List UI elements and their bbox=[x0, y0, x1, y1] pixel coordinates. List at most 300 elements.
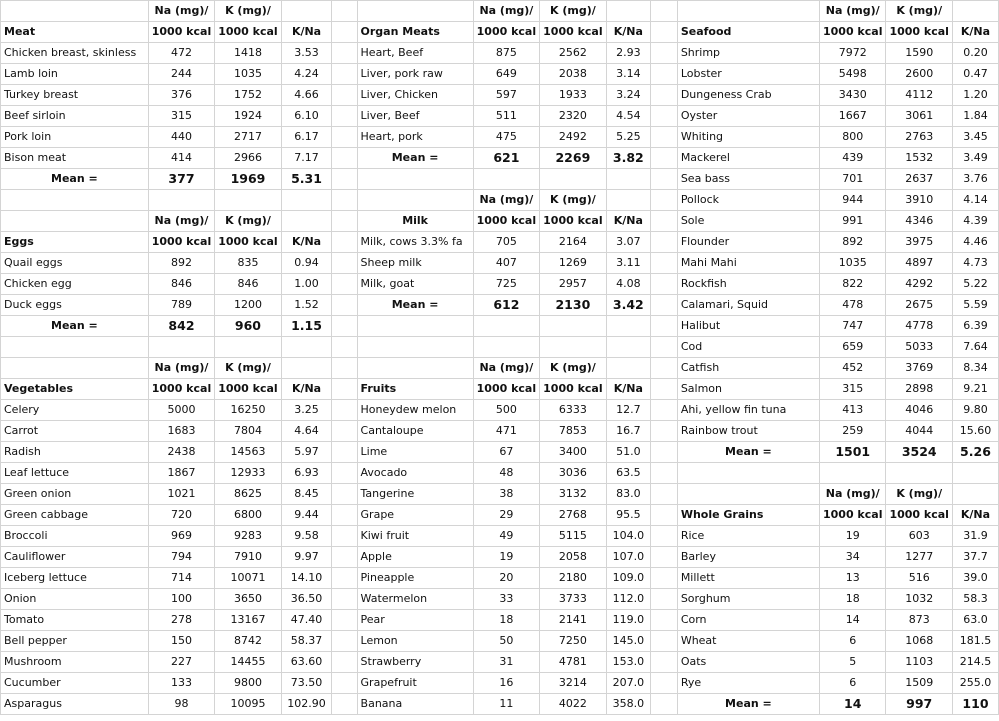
empty-cell[interactable] bbox=[332, 274, 357, 295]
ratio-value[interactable]: 58.3 bbox=[952, 589, 998, 610]
empty-cell[interactable] bbox=[651, 358, 678, 379]
ratio-value[interactable]: 3.07 bbox=[606, 232, 650, 253]
k-value[interactable]: 14455 bbox=[215, 652, 281, 673]
empty-cell[interactable] bbox=[540, 337, 606, 358]
ratio-value[interactable]: 39.0 bbox=[952, 568, 998, 589]
mean-label[interactable]: Mean = bbox=[357, 295, 473, 316]
k-value[interactable]: 3214 bbox=[540, 673, 606, 694]
empty-cell[interactable] bbox=[606, 358, 650, 379]
food-name[interactable]: Rockfish bbox=[677, 274, 819, 295]
ratio-value[interactable]: 14.10 bbox=[281, 568, 332, 589]
k-value[interactable]: 3975 bbox=[886, 232, 952, 253]
k-value[interactable]: 9800 bbox=[215, 673, 281, 694]
milk-title[interactable]: Milk bbox=[357, 211, 473, 232]
empty-cell[interactable] bbox=[332, 316, 357, 337]
food-name[interactable]: Strawberry bbox=[357, 652, 473, 673]
empty-cell[interactable] bbox=[606, 169, 650, 190]
k-value[interactable]: 2957 bbox=[540, 274, 606, 295]
na-value[interactable]: 597 bbox=[473, 85, 539, 106]
food-name[interactable]: Broccoli bbox=[1, 526, 149, 547]
unit-header[interactable]: 1000 kcal bbox=[473, 22, 539, 43]
na-value[interactable]: 5 bbox=[819, 652, 885, 673]
ratio-value[interactable]: 0.47 bbox=[952, 64, 998, 85]
ratio-value[interactable]: 5.97 bbox=[281, 442, 332, 463]
food-name[interactable]: Liver, Beef bbox=[357, 106, 473, 127]
k-value[interactable]: 8625 bbox=[215, 484, 281, 505]
na-value[interactable]: 1667 bbox=[819, 106, 885, 127]
ratio-value[interactable]: 47.40 bbox=[281, 610, 332, 631]
ratio-value[interactable]: 83.0 bbox=[606, 484, 650, 505]
na-value[interactable]: 800 bbox=[819, 127, 885, 148]
na-value[interactable]: 49 bbox=[473, 526, 539, 547]
k-value[interactable]: 1277 bbox=[886, 547, 952, 568]
eggs-title[interactable]: Eggs bbox=[1, 232, 149, 253]
na-value[interactable]: 747 bbox=[819, 316, 885, 337]
empty-cell[interactable] bbox=[332, 211, 357, 232]
unit-header[interactable]: 1000 kcal bbox=[540, 211, 606, 232]
ratio-value[interactable]: 207.0 bbox=[606, 673, 650, 694]
food-name[interactable]: Pollock bbox=[677, 190, 819, 211]
na-value[interactable]: 944 bbox=[819, 190, 885, 211]
k-value[interactable]: 6333 bbox=[540, 400, 606, 421]
k-value[interactable]: 3650 bbox=[215, 589, 281, 610]
food-name[interactable]: Quail eggs bbox=[1, 253, 149, 274]
empty-cell[interactable] bbox=[651, 43, 678, 64]
food-name[interactable]: Wheat bbox=[677, 631, 819, 652]
food-name[interactable]: Pineapple bbox=[357, 568, 473, 589]
k-value[interactable]: 3132 bbox=[540, 484, 606, 505]
na-header[interactable]: Na (mg)/ bbox=[148, 358, 214, 379]
na-value[interactable]: 31 bbox=[473, 652, 539, 673]
k-value[interactable]: 1068 bbox=[886, 631, 952, 652]
ratio-value[interactable]: 9.21 bbox=[952, 379, 998, 400]
na-header[interactable]: Na (mg)/ bbox=[473, 190, 539, 211]
na-value[interactable]: 659 bbox=[819, 337, 885, 358]
mean-na[interactable]: 14 bbox=[819, 694, 885, 715]
na-value[interactable]: 472 bbox=[148, 43, 214, 64]
k-header[interactable]: K (mg)/ bbox=[215, 358, 281, 379]
ratio-value[interactable]: 181.5 bbox=[952, 631, 998, 652]
na-value[interactable]: 478 bbox=[819, 295, 885, 316]
empty-cell[interactable] bbox=[651, 211, 678, 232]
ratio-header[interactable]: K/Na bbox=[281, 232, 332, 253]
mean-na[interactable]: 612 bbox=[473, 295, 539, 316]
k-value[interactable]: 10071 bbox=[215, 568, 281, 589]
empty-cell[interactable] bbox=[332, 463, 357, 484]
food-name[interactable]: Kiwi fruit bbox=[357, 526, 473, 547]
empty-cell[interactable] bbox=[606, 316, 650, 337]
na-header[interactable]: Na (mg)/ bbox=[819, 484, 885, 505]
empty-cell[interactable] bbox=[952, 463, 998, 484]
unit-header[interactable]: 1000 kcal bbox=[540, 379, 606, 400]
empty-cell[interactable] bbox=[651, 526, 678, 547]
na-header[interactable]: Na (mg)/ bbox=[473, 358, 539, 379]
k-value[interactable]: 5115 bbox=[540, 526, 606, 547]
empty-cell[interactable] bbox=[357, 1, 473, 22]
empty-cell[interactable] bbox=[148, 190, 214, 211]
na-value[interactable]: 414 bbox=[148, 148, 214, 169]
ratio-value[interactable]: 3.49 bbox=[952, 148, 998, 169]
k-value[interactable]: 2637 bbox=[886, 169, 952, 190]
food-name[interactable]: Radish bbox=[1, 442, 149, 463]
empty-cell[interactable] bbox=[651, 484, 678, 505]
food-name[interactable]: Mackerel bbox=[677, 148, 819, 169]
k-value[interactable]: 1532 bbox=[886, 148, 952, 169]
empty-cell[interactable] bbox=[651, 22, 678, 43]
food-name[interactable]: Grapefruit bbox=[357, 673, 473, 694]
empty-cell[interactable] bbox=[281, 337, 332, 358]
mean-na[interactable]: 377 bbox=[148, 169, 214, 190]
food-name[interactable]: Milk, goat bbox=[357, 274, 473, 295]
ratio-value[interactable]: 9.58 bbox=[281, 526, 332, 547]
ratio-value[interactable]: 58.37 bbox=[281, 631, 332, 652]
na-value[interactable]: 3430 bbox=[819, 85, 885, 106]
k-value[interactable]: 7250 bbox=[540, 631, 606, 652]
ratio-header[interactable]: K/Na bbox=[952, 22, 998, 43]
food-name[interactable]: Catfish bbox=[677, 358, 819, 379]
k-value[interactable]: 2141 bbox=[540, 610, 606, 631]
na-value[interactable]: 440 bbox=[148, 127, 214, 148]
empty-cell[interactable] bbox=[651, 232, 678, 253]
food-name[interactable]: Flounder bbox=[677, 232, 819, 253]
empty-cell[interactable] bbox=[281, 211, 332, 232]
na-value[interactable]: 1035 bbox=[819, 253, 885, 274]
na-value[interactable]: 16 bbox=[473, 673, 539, 694]
na-value[interactable]: 701 bbox=[819, 169, 885, 190]
food-name[interactable]: Rice bbox=[677, 526, 819, 547]
empty-cell[interactable] bbox=[651, 274, 678, 295]
empty-cell[interactable] bbox=[651, 295, 678, 316]
ratio-value[interactable]: 5.22 bbox=[952, 274, 998, 295]
ratio-value[interactable]: 1.84 bbox=[952, 106, 998, 127]
ratio-value[interactable]: 4.66 bbox=[281, 85, 332, 106]
food-name[interactable]: Chicken egg bbox=[1, 274, 149, 295]
k-value[interactable]: 3036 bbox=[540, 463, 606, 484]
k-value[interactable]: 1509 bbox=[886, 673, 952, 694]
fruits-title[interactable]: Fruits bbox=[357, 379, 473, 400]
k-value[interactable]: 8742 bbox=[215, 631, 281, 652]
k-value[interactable]: 14563 bbox=[215, 442, 281, 463]
food-name[interactable]: Iceberg lettuce bbox=[1, 568, 149, 589]
k-value[interactable]: 2038 bbox=[540, 64, 606, 85]
food-name[interactable]: Turkey breast bbox=[1, 85, 149, 106]
empty-cell[interactable] bbox=[473, 316, 539, 337]
empty-cell[interactable] bbox=[215, 337, 281, 358]
empty-cell[interactable] bbox=[473, 337, 539, 358]
na-value[interactable]: 407 bbox=[473, 253, 539, 274]
ratio-value[interactable]: 107.0 bbox=[606, 547, 650, 568]
na-value[interactable]: 794 bbox=[148, 547, 214, 568]
empty-cell[interactable] bbox=[332, 673, 357, 694]
empty-cell[interactable] bbox=[357, 358, 473, 379]
na-value[interactable]: 133 bbox=[148, 673, 214, 694]
mean-k[interactable]: 2130 bbox=[540, 295, 606, 316]
k-value[interactable]: 2717 bbox=[215, 127, 281, 148]
food-name[interactable]: Lime bbox=[357, 442, 473, 463]
ratio-value[interactable]: 6.17 bbox=[281, 127, 332, 148]
food-name[interactable]: Green onion bbox=[1, 484, 149, 505]
k-value[interactable]: 3733 bbox=[540, 589, 606, 610]
k-value[interactable]: 16250 bbox=[215, 400, 281, 421]
k-value[interactable]: 2898 bbox=[886, 379, 952, 400]
na-value[interactable]: 259 bbox=[819, 421, 885, 442]
food-name[interactable]: Corn bbox=[677, 610, 819, 631]
empty-cell[interactable] bbox=[1, 337, 149, 358]
na-value[interactable]: 150 bbox=[148, 631, 214, 652]
na-value[interactable]: 725 bbox=[473, 274, 539, 295]
mean-ratio[interactable]: 110 bbox=[952, 694, 998, 715]
empty-cell[interactable] bbox=[332, 694, 357, 715]
mean-label[interactable]: Mean = bbox=[1, 316, 149, 337]
ratio-value[interactable]: 1.52 bbox=[281, 295, 332, 316]
k-value[interactable]: 4112 bbox=[886, 85, 952, 106]
na-value[interactable]: 471 bbox=[473, 421, 539, 442]
na-value[interactable]: 1021 bbox=[148, 484, 214, 505]
empty-cell[interactable] bbox=[651, 673, 678, 694]
empty-cell[interactable] bbox=[651, 589, 678, 610]
food-name[interactable]: Green cabbage bbox=[1, 505, 149, 526]
empty-cell[interactable] bbox=[332, 127, 357, 148]
ratio-value[interactable]: 8.34 bbox=[952, 358, 998, 379]
food-name[interactable]: Chicken breast, skinless bbox=[1, 43, 149, 64]
food-name[interactable]: Halibut bbox=[677, 316, 819, 337]
na-value[interactable]: 439 bbox=[819, 148, 885, 169]
ratio-value[interactable]: 358.0 bbox=[606, 694, 650, 715]
k-value[interactable]: 2562 bbox=[540, 43, 606, 64]
food-name[interactable]: Mahi Mahi bbox=[677, 253, 819, 274]
empty-cell[interactable] bbox=[651, 127, 678, 148]
empty-cell[interactable] bbox=[651, 337, 678, 358]
mean-ratio[interactable]: 5.31 bbox=[281, 169, 332, 190]
mean-k[interactable]: 2269 bbox=[540, 148, 606, 169]
k-value[interactable]: 1924 bbox=[215, 106, 281, 127]
empty-cell[interactable] bbox=[677, 1, 819, 22]
na-value[interactable]: 649 bbox=[473, 64, 539, 85]
na-value[interactable]: 875 bbox=[473, 43, 539, 64]
k-header[interactable]: K (mg)/ bbox=[886, 1, 952, 22]
empty-cell[interactable] bbox=[651, 253, 678, 274]
empty-cell[interactable] bbox=[332, 442, 357, 463]
unit-header[interactable]: 1000 kcal bbox=[819, 22, 885, 43]
na-value[interactable]: 48 bbox=[473, 463, 539, 484]
empty-cell[interactable] bbox=[332, 484, 357, 505]
k-value[interactable]: 4044 bbox=[886, 421, 952, 442]
na-value[interactable]: 714 bbox=[148, 568, 214, 589]
food-name[interactable]: Tomato bbox=[1, 610, 149, 631]
empty-cell[interactable] bbox=[1, 1, 149, 22]
food-name[interactable]: Onion bbox=[1, 589, 149, 610]
food-name[interactable]: Ahi, yellow fin tuna bbox=[677, 400, 819, 421]
empty-cell[interactable] bbox=[606, 190, 650, 211]
k-header[interactable]: K (mg)/ bbox=[215, 211, 281, 232]
k-value[interactable]: 4781 bbox=[540, 652, 606, 673]
ratio-value[interactable]: 3.25 bbox=[281, 400, 332, 421]
food-name[interactable]: Sea bass bbox=[677, 169, 819, 190]
seafood-title[interactable]: Seafood bbox=[677, 22, 819, 43]
food-name[interactable]: Carrot bbox=[1, 421, 149, 442]
unit-header[interactable]: 1000 kcal bbox=[540, 22, 606, 43]
unit-header[interactable]: 1000 kcal bbox=[215, 22, 281, 43]
unit-header[interactable]: 1000 kcal bbox=[473, 211, 539, 232]
ratio-value[interactable]: 145.0 bbox=[606, 631, 650, 652]
k-value[interactable]: 1418 bbox=[215, 43, 281, 64]
empty-cell[interactable] bbox=[651, 568, 678, 589]
food-name[interactable]: Whiting bbox=[677, 127, 819, 148]
empty-cell[interactable] bbox=[651, 547, 678, 568]
na-value[interactable]: 67 bbox=[473, 442, 539, 463]
na-value[interactable]: 244 bbox=[148, 64, 214, 85]
ratio-value[interactable]: 9.80 bbox=[952, 400, 998, 421]
na-value[interactable]: 413 bbox=[819, 400, 885, 421]
ratio-value[interactable]: 31.9 bbox=[952, 526, 998, 547]
empty-cell[interactable] bbox=[332, 400, 357, 421]
food-name[interactable]: Leaf lettuce bbox=[1, 463, 149, 484]
whole-grains-title[interactable]: Whole Grains bbox=[677, 505, 819, 526]
unit-header[interactable]: 1000 kcal bbox=[886, 22, 952, 43]
ratio-value[interactable]: 6.10 bbox=[281, 106, 332, 127]
k-value[interactable]: 1035 bbox=[215, 64, 281, 85]
empty-cell[interactable] bbox=[332, 547, 357, 568]
empty-cell[interactable] bbox=[540, 316, 606, 337]
meat-title[interactable]: Meat bbox=[1, 22, 149, 43]
ratio-value[interactable]: 3.45 bbox=[952, 127, 998, 148]
empty-cell[interactable] bbox=[332, 106, 357, 127]
ratio-value[interactable]: 5.59 bbox=[952, 295, 998, 316]
empty-cell[interactable] bbox=[651, 652, 678, 673]
na-value[interactable]: 969 bbox=[148, 526, 214, 547]
k-value[interactable]: 7910 bbox=[215, 547, 281, 568]
ratio-value[interactable]: 3.24 bbox=[606, 85, 650, 106]
ratio-value[interactable]: 3.11 bbox=[606, 253, 650, 274]
ratio-value[interactable]: 4.39 bbox=[952, 211, 998, 232]
k-value[interactable]: 12933 bbox=[215, 463, 281, 484]
mean-k[interactable]: 997 bbox=[886, 694, 952, 715]
ratio-value[interactable]: 73.50 bbox=[281, 673, 332, 694]
ratio-value[interactable]: 4.54 bbox=[606, 106, 650, 127]
ratio-header[interactable]: K/Na bbox=[952, 505, 998, 526]
ratio-value[interactable]: 4.24 bbox=[281, 64, 332, 85]
food-name[interactable]: Heart, pork bbox=[357, 127, 473, 148]
na-value[interactable]: 19 bbox=[819, 526, 885, 547]
na-value[interactable]: 98 bbox=[148, 694, 214, 715]
ratio-value[interactable]: 3.53 bbox=[281, 43, 332, 64]
mean-k[interactable]: 1969 bbox=[215, 169, 281, 190]
food-name[interactable]: Barley bbox=[677, 547, 819, 568]
food-name[interactable]: Banana bbox=[357, 694, 473, 715]
ratio-value[interactable]: 2.93 bbox=[606, 43, 650, 64]
k-value[interactable]: 4778 bbox=[886, 316, 952, 337]
empty-cell[interactable] bbox=[332, 148, 357, 169]
food-name[interactable]: Salmon bbox=[677, 379, 819, 400]
k-value[interactable]: 1200 bbox=[215, 295, 281, 316]
empty-cell[interactable] bbox=[1, 190, 149, 211]
empty-cell[interactable] bbox=[357, 169, 473, 190]
k-value[interactable]: 4022 bbox=[540, 694, 606, 715]
na-header[interactable]: Na (mg)/ bbox=[473, 1, 539, 22]
unit-header[interactable]: 1000 kcal bbox=[215, 232, 281, 253]
ratio-value[interactable]: 37.7 bbox=[952, 547, 998, 568]
ratio-header[interactable]: K/Na bbox=[606, 22, 650, 43]
ratio-value[interactable]: 4.46 bbox=[952, 232, 998, 253]
ratio-value[interactable]: 1.20 bbox=[952, 85, 998, 106]
empty-cell[interactable] bbox=[651, 148, 678, 169]
food-name[interactable]: Calamari, Squid bbox=[677, 295, 819, 316]
ratio-value[interactable]: 214.5 bbox=[952, 652, 998, 673]
mean-na[interactable]: 1501 bbox=[819, 442, 885, 463]
food-name[interactable]: Beef sirloin bbox=[1, 106, 149, 127]
empty-cell[interactable] bbox=[281, 358, 332, 379]
ratio-header[interactable]: K/Na bbox=[281, 379, 332, 400]
empty-cell[interactable] bbox=[952, 484, 998, 505]
empty-cell[interactable] bbox=[651, 169, 678, 190]
empty-cell[interactable] bbox=[332, 85, 357, 106]
na-value[interactable]: 475 bbox=[473, 127, 539, 148]
empty-cell[interactable] bbox=[332, 505, 357, 526]
na-value[interactable]: 511 bbox=[473, 106, 539, 127]
food-name[interactable]: Duck eggs bbox=[1, 295, 149, 316]
ratio-value[interactable]: 153.0 bbox=[606, 652, 650, 673]
food-name[interactable]: Liver, pork raw bbox=[357, 64, 473, 85]
empty-cell[interactable] bbox=[332, 253, 357, 274]
k-value[interactable]: 2320 bbox=[540, 106, 606, 127]
na-value[interactable]: 846 bbox=[148, 274, 214, 295]
food-name[interactable]: Cod bbox=[677, 337, 819, 358]
na-value[interactable]: 100 bbox=[148, 589, 214, 610]
empty-cell[interactable] bbox=[886, 463, 952, 484]
k-value[interactable]: 1032 bbox=[886, 589, 952, 610]
k-value[interactable]: 2763 bbox=[886, 127, 952, 148]
empty-cell[interactable] bbox=[332, 379, 357, 400]
na-value[interactable]: 19 bbox=[473, 547, 539, 568]
na-value[interactable]: 822 bbox=[819, 274, 885, 295]
mean-label[interactable]: Mean = bbox=[357, 148, 473, 169]
ratio-value[interactable]: 6.93 bbox=[281, 463, 332, 484]
ratio-value[interactable]: 36.50 bbox=[281, 589, 332, 610]
food-name[interactable]: Grape bbox=[357, 505, 473, 526]
k-value[interactable]: 2675 bbox=[886, 295, 952, 316]
empty-cell[interactable] bbox=[332, 337, 357, 358]
na-value[interactable]: 50 bbox=[473, 631, 539, 652]
k-value[interactable]: 2600 bbox=[886, 64, 952, 85]
ratio-value[interactable]: 6.39 bbox=[952, 316, 998, 337]
ratio-value[interactable]: 16.7 bbox=[606, 421, 650, 442]
empty-cell[interactable] bbox=[651, 379, 678, 400]
food-name[interactable]: Heart, Beef bbox=[357, 43, 473, 64]
k-value[interactable]: 9283 bbox=[215, 526, 281, 547]
k-value[interactable]: 7804 bbox=[215, 421, 281, 442]
unit-header[interactable]: 1000 kcal bbox=[215, 379, 281, 400]
food-name[interactable]: Lemon bbox=[357, 631, 473, 652]
food-name[interactable]: Mushroom bbox=[1, 652, 149, 673]
k-value[interactable]: 4046 bbox=[886, 400, 952, 421]
na-value[interactable]: 5498 bbox=[819, 64, 885, 85]
ratio-value[interactable]: 9.44 bbox=[281, 505, 332, 526]
na-value[interactable]: 14 bbox=[819, 610, 885, 631]
k-value[interactable]: 2492 bbox=[540, 127, 606, 148]
na-value[interactable]: 278 bbox=[148, 610, 214, 631]
na-value[interactable]: 18 bbox=[819, 589, 885, 610]
ratio-value[interactable]: 12.7 bbox=[606, 400, 650, 421]
ratio-value[interactable]: 5.25 bbox=[606, 127, 650, 148]
na-value[interactable]: 13 bbox=[819, 568, 885, 589]
food-name[interactable]: Milk, cows 3.3% fa bbox=[357, 232, 473, 253]
k-value[interactable]: 603 bbox=[886, 526, 952, 547]
mean-k[interactable]: 3524 bbox=[886, 442, 952, 463]
empty-cell[interactable] bbox=[357, 316, 473, 337]
food-name[interactable]: Avocado bbox=[357, 463, 473, 484]
ratio-value[interactable]: 15.60 bbox=[952, 421, 998, 442]
food-name[interactable]: Rye bbox=[677, 673, 819, 694]
